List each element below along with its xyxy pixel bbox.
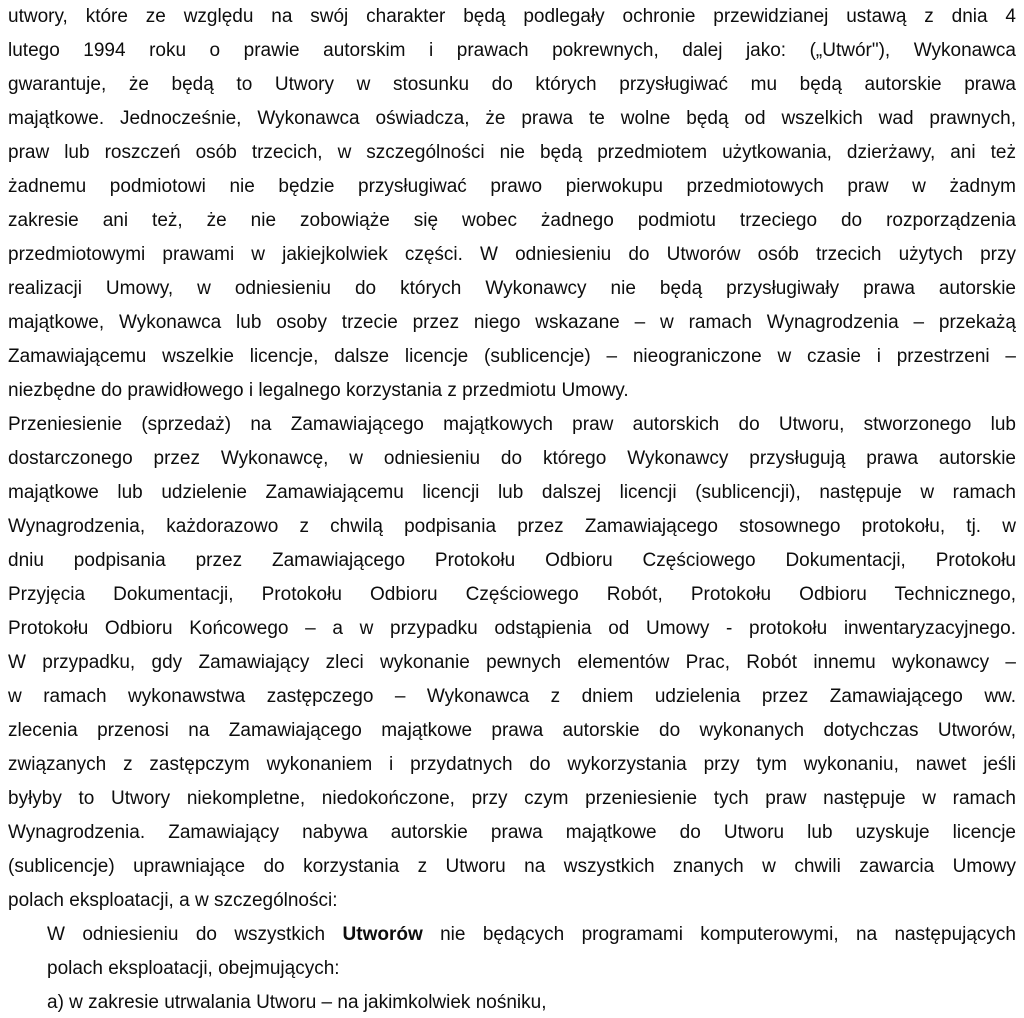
text-line: Wynagrodzenia. Zamawiający nabywa autorskie prawa majątkowe do Utworu lub uzyskuje licencje: [8, 822, 1016, 843]
text-line: lutego 1994 roku o prawie autorskim i prawach pokrewnych, dalej jako: („Utwór"), Wykonawca: [8, 40, 1016, 61]
text-line: niezbędne do prawidłowego i legalnego korzystania z przedmiotu Umowy.: [8, 380, 629, 401]
text-line: Wynagrodzenia, każdorazowo z chwilą podpisania przez Zamawiającego stosownego protokołu, tj. w: [8, 516, 1016, 537]
text-line: Przeniesienie (sprzedaż) na Zamawiającego majątkowych praw autorskich do Utworu, stworzonego lub: [8, 414, 1016, 435]
bold-term: Utworów: [342, 924, 423, 945]
text-line: związanych z zastępczym wykonaniem i przydatnych do wykorzystania przy tym wykonaniu, nawet jeśli: [8, 754, 1016, 775]
text-line: Przyjęcia Dokumentacji, Protokołu Odbioru Częściowego Robót, Protokołu Odbioru Technicznego,: [8, 584, 1016, 605]
indented-line: polach eksploatacji, obejmujących:: [47, 958, 340, 979]
text-line: majątkowe. Jednocześnie, Wykonawca oświadcza, że prawa te wolne będą od wszelkich wad prawnych,: [8, 108, 1016, 129]
text-line: utwory, które ze względu na swój charakter będą podlegały ochronie przewidzianej ustawą z dnia 4: [8, 6, 1016, 27]
text-line: zlecenia przenosi na Zamawiającego majątkowe prawa autorskie do wykonanych dotychczas Utworów,: [8, 720, 1016, 741]
text-line: gwarantuje, że będą to Utwory w stosunku do których przysługiwać mu będą autorskie prawa: [8, 74, 1016, 95]
text-line: żadnemu podmiotowi nie będzie przysługiwać prawo pierwokupu przedmiotowych praw w żadnym: [8, 176, 1016, 197]
text-line: polach eksploatacji, a w szczególności:: [8, 890, 338, 911]
text-line: dniu podpisania przez Zamawiającego Protokołu Odbioru Częściowego Dokumentacji, Protokołu: [8, 550, 1016, 571]
text-line: przedmiotowymi prawami w jakiejkolwiek części. W odniesieniu do Utworów osób trzecich użytych przy: [8, 244, 1016, 265]
text-line: Protokołu Odbioru Końcowego – a w przypadku odstąpienia od Umowy - protokołu inwentaryzacyjnego.: [8, 618, 1016, 639]
indented-text: W odniesieniu do wszystkich: [47, 924, 343, 945]
text-line: praw lub roszczeń osób trzecich, w szczególności nie będą przedmiotem użytkowania, dzierżawy, ani też: [8, 142, 1016, 163]
text-line: w ramach wykonawstwa zastępczego – Wykonawca z dniem udzielenia przez Zamawiającego ww.: [8, 686, 1016, 707]
text-line: majątkowe lub udzielenie Zamawiającemu licencji lub dalszej licencji (sublicencji), następuje w ramach: [8, 482, 1016, 503]
list-item-a: a) w zakresie utrwalania Utworu – na jakimkolwiek nośniku,: [47, 992, 547, 1013]
indented-line: [47, 920, 1016, 950]
text-line: zakresie ani też, że nie zobowiąże się wobec żadnego podmiotu trzeciego do rozporządzenia: [8, 210, 1016, 231]
text-line: realizacji Umowy, w odniesieniu do których Wykonawcy nie będą przysługiwały prawa autorskie: [8, 278, 1016, 299]
text-line: byłyby to Utwory niekompletne, niedokończone, przy czym przeniesienie tych praw następuje w ramach: [8, 788, 1016, 809]
text-line: Zamawiającemu wszelkie licencje, dalsze licencje (sublicencje) – nieograniczone w czasie i przestrzeni –: [8, 346, 1016, 367]
text-line: W przypadku, gdy Zamawiający zleci wykonanie pewnych elementów Prac, Robót innemu wykonawcy –: [8, 652, 1016, 673]
text-line: (sublicencje) uprawniające do korzystania z Utworu na wszystkich znanych w chwili zawarcia Umowy: [8, 856, 1016, 877]
text-line: majątkowe, Wykonawca lub osoby trzecie przez niego wskazane – w ramach Wynagrodzenia – przekażą: [8, 312, 1016, 333]
text-line: dostarczonego przez Wykonawcę, w odniesieniu do którego Wykonawcy przysługują prawa autorskie: [8, 448, 1016, 469]
indented-text: nie będących programami komputerowymi, na następujących: [422, 924, 1016, 945]
